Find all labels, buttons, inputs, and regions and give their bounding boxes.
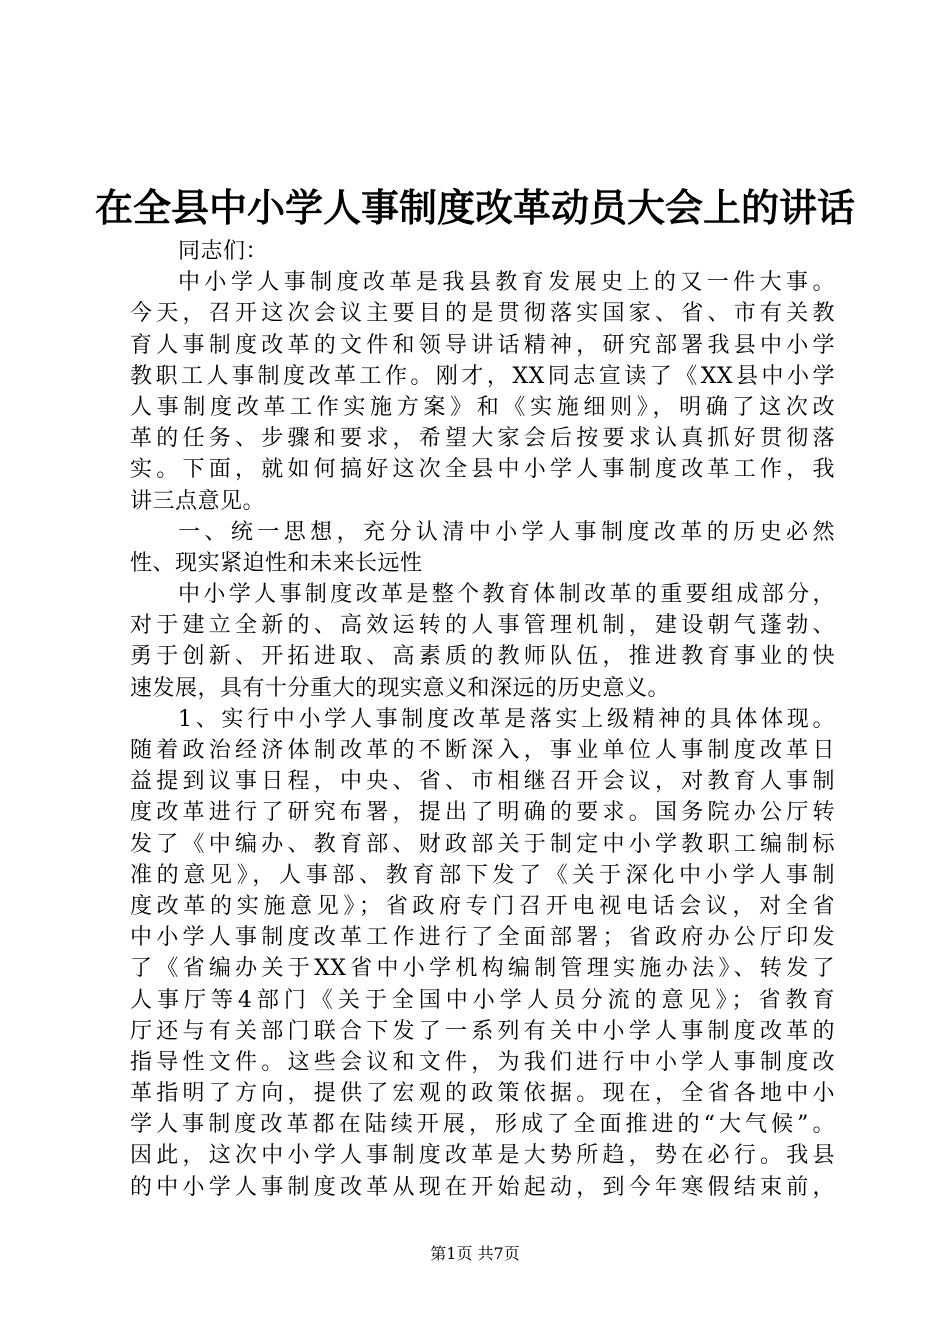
text-line: 1、实行中小学人事制度改革是落实上级精神的具体体现。 [178, 706, 835, 732]
text-line: 讲三点意见。 [130, 488, 266, 514]
text-line: 人事制度改革工作实施方案》和《实施细则》，明确了这次改 [130, 394, 835, 420]
text-line: 因此，这次中小学人事制度改革是大势所趋，势在必行。我县 [130, 1143, 835, 1169]
text-line: 教职工人事制度改革工作。刚才，XX同志宣读了《XX县中小学 [130, 363, 835, 389]
text-line: 准的意见》，人事部、教育部下发了《关于深化中小学人事制 [130, 862, 835, 888]
document-title: 在全县中小学人事制度改革动员大会上的讲话 [94, 186, 855, 230]
text-line: 革指明了方向，提供了宏观的政策依据。现在，全省各地中小 [130, 1081, 835, 1107]
text-line: 中小学人事制度改革是我县教育发展史上的又一件大事。 [178, 270, 835, 296]
text-line: 中小学人事制度改革工作进行了全面部署；省政府办公厅印发 [130, 925, 835, 951]
text-line: 今天，召开这次会议主要目的是贯彻落实国家、省、市有关教 [130, 301, 835, 327]
page-number-footer: 第1页 共7页 [430, 1244, 520, 1263]
text-line: 同志们： [178, 239, 269, 264]
text-line: 对于建立全新的、高效运转的人事管理机制，建设朝气蓬勃、 [130, 613, 835, 639]
text-line: 度改革进行了研究布署，提出了明确的要求。国务院办公厅转 [130, 800, 835, 826]
text-line: 的中小学人事制度改革从现在开始起动，到今年寒假结束前， [130, 1174, 835, 1200]
text-line: 育人事制度改革的文件和领导讲话精神，研究部署我县中小学 [130, 332, 835, 358]
text-line: 益提到议事日程，中央、省、市相继召开会议，对教育人事制 [130, 769, 835, 795]
text-line: 勇于创新、开拓进取、高素质的教师队伍，推进教育事业的快 [130, 644, 835, 670]
text-line: 速发展，具有十分重大的现实意义和深远的历史意义。 [130, 675, 671, 701]
text-line: 一、统一思想，充分认清中小学人事制度改革的历史必然 [178, 519, 835, 545]
text-line: 随着政治经济体制改革的不断深入，事业单位人事制度改革日 [130, 738, 835, 763]
text-line: 厅还与有关部门联合下发了一系列有关中小学人事制度改革的 [130, 1018, 835, 1044]
text-line: 中小学人事制度改革是整个教育体制改革的重要组成部分， [178, 582, 835, 608]
text-line: 了《省编办关于XX省中小学机构编制管理实施办法》、转发了 [130, 956, 835, 982]
document-body [130, 236, 835, 1203]
text-line: 实。下面，就如何搞好这次全县中小学人事制度改革工作，我 [130, 457, 835, 483]
text-line: 学人事制度改革都在陆续开展，形成了全面推进的“大气候”。 [130, 1112, 835, 1138]
text-line: 性、现实紧迫性和未来长远性 [130, 550, 423, 576]
text-line: 发了《中编办、教育部、财政部关于制定中小学教职工编制标 [130, 831, 835, 857]
text-line: 指导性文件。这些会议和文件，为我们进行中小学人事制度改 [130, 1049, 835, 1075]
text-line: 度改革的实施意见》；省政府专门召开电视电话会议，对全省 [130, 893, 835, 919]
text-line: 革的任务、步骤和要求，希望大家会后按要求认真抓好贯彻落 [130, 426, 835, 452]
text-line: 人事厅等4部门《关于全国中小学人员分流的意见》；省教育 [130, 987, 835, 1013]
